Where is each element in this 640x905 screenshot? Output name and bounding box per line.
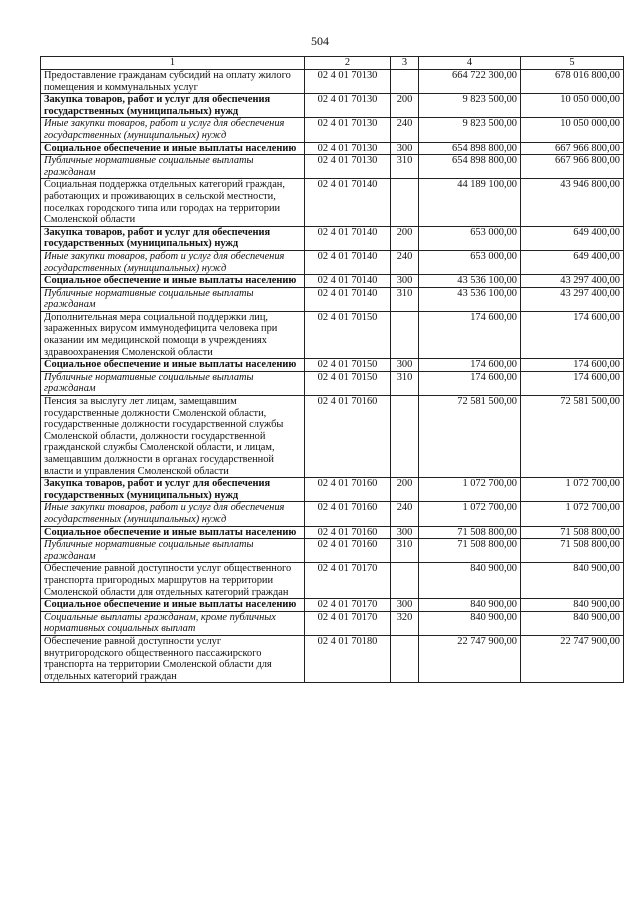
row-kvr-cell: 310 [391, 155, 419, 179]
row-kvr-cell: 300 [391, 275, 419, 288]
row-code-cell: 02 4 01 70130 [305, 70, 391, 94]
row-kvr-cell [391, 635, 419, 682]
row-sum1-cell: 174 600,00 [419, 371, 521, 395]
row-name-cell: Социальное обеспечение и иные выплаты населению [41, 275, 305, 288]
row-name-cell: Пенсия за выслугу лет лицам, замещавшим государственные должности Смоленской области, государственные должности государственной службы Смоленской области, должности государственной гражданской службы Смоленской области, и лицам, замещавшим должности в органах государственной власти и управления Смоленской области [41, 396, 305, 478]
row-kvr-cell: 200 [391, 226, 419, 250]
row-sum1-cell: 654 898 800,00 [419, 142, 521, 155]
row-sum1-cell: 44 189 100,00 [419, 179, 521, 226]
row-kvr-cell: 240 [391, 118, 419, 142]
row-name-cell: Социальное обеспечение и иные выплаты населению [41, 599, 305, 612]
row-kvr-cell: 300 [391, 142, 419, 155]
row-code-cell: 02 4 01 70140 [305, 275, 391, 288]
table-row [41, 311, 624, 358]
row-kvr-cell: 240 [391, 250, 419, 274]
row-sum2-cell: 1 072 700,00 [521, 478, 624, 502]
row-sum2-cell: 43 297 400,00 [521, 275, 624, 288]
row-sum2-cell: 667 966 800,00 [521, 155, 624, 179]
table-row [41, 287, 624, 311]
row-kvr-cell: 310 [391, 287, 419, 311]
row-name-cell: Иные закупки товаров, работ и услуг для обеспечения государственных (муниципальных) нужд [41, 250, 305, 274]
row-sum2-cell: 43 297 400,00 [521, 287, 624, 311]
row-name-cell: Закупка товаров, работ и услуг для обеспечения государственных (муниципальных) нужд [41, 478, 305, 502]
row-name-cell: Иные закупки товаров, работ и услуг для обеспечения государственных (муниципальных) нужд [41, 502, 305, 526]
row-sum2-cell: 43 946 800,00 [521, 179, 624, 226]
row-name-cell: Социальное обеспечение и иные выплаты населению [41, 526, 305, 539]
header-cell-sum2: 5 [521, 57, 624, 70]
row-sum1-cell: 43 536 100,00 [419, 287, 521, 311]
row-sum1-cell: 654 898 800,00 [419, 155, 521, 179]
row-sum1-cell: 1 072 700,00 [419, 502, 521, 526]
table-row [41, 142, 624, 155]
table-row [41, 478, 624, 502]
row-code-cell: 02 4 01 70150 [305, 311, 391, 358]
row-code-cell: 02 4 01 70170 [305, 599, 391, 612]
table-row [41, 611, 624, 635]
row-sum2-cell: 667 966 800,00 [521, 142, 624, 155]
table-row [41, 599, 624, 612]
row-code-cell: 02 4 01 70140 [305, 250, 391, 274]
row-code-cell: 02 4 01 70130 [305, 155, 391, 179]
row-sum2-cell: 71 508 800,00 [521, 539, 624, 563]
table-row [41, 155, 624, 179]
table-row [41, 226, 624, 250]
table-row [41, 118, 624, 142]
row-code-cell: 02 4 01 70160 [305, 396, 391, 478]
row-sum1-cell: 174 600,00 [419, 311, 521, 358]
table-row [41, 70, 624, 94]
row-kvr-cell: 310 [391, 539, 419, 563]
row-sum2-cell: 10 050 000,00 [521, 118, 624, 142]
row-code-cell: 02 4 01 70140 [305, 287, 391, 311]
row-name-cell: Социальная поддержка отдельных категорий граждан, работающих и проживающих в сельской местности, поселках городского типа или городах на территории Смоленской области [41, 179, 305, 226]
row-name-cell: Публичные нормативные социальные выплаты гражданам [41, 287, 305, 311]
row-kvr-cell: 300 [391, 359, 419, 372]
table-row [41, 179, 624, 226]
row-kvr-cell [391, 396, 419, 478]
row-sum2-cell: 1 072 700,00 [521, 502, 624, 526]
row-sum2-cell: 72 581 500,00 [521, 396, 624, 478]
header-cell-name: 1 [41, 57, 305, 70]
header-cell-sum1: 4 [419, 57, 521, 70]
row-code-cell: 02 4 01 70170 [305, 611, 391, 635]
row-name-cell: Социальное обеспечение и иные выплаты населению [41, 142, 305, 155]
row-code-cell: 02 4 01 70160 [305, 539, 391, 563]
table-body [41, 70, 624, 683]
row-sum2-cell: 174 600,00 [521, 359, 624, 372]
table-row [41, 526, 624, 539]
row-kvr-cell: 200 [391, 478, 419, 502]
row-sum1-cell: 9 823 500,00 [419, 118, 521, 142]
row-sum2-cell: 678 016 800,00 [521, 70, 624, 94]
table-row [41, 635, 624, 682]
row-kvr-cell: 320 [391, 611, 419, 635]
row-code-cell: 02 4 01 70130 [305, 142, 391, 155]
row-sum2-cell: 10 050 000,00 [521, 94, 624, 118]
row-code-cell: 02 4 01 70140 [305, 226, 391, 250]
row-name-cell: Закупка товаров, работ и услуг для обеспечения государственных (муниципальных) нужд [41, 94, 305, 118]
row-name-cell: Дополнительная мера социальной поддержки лиц, зараженных вирусом иммунодефицита человека при оказании им медицинской помощи в учреждениях здравоохранения Смоленской области [41, 311, 305, 358]
row-code-cell: 02 4 01 70150 [305, 359, 391, 372]
header-cell-code: 2 [305, 57, 391, 70]
table-row [41, 371, 624, 395]
row-name-cell: Закупка товаров, работ и услуг для обеспечения государственных (муниципальных) нужд [41, 226, 305, 250]
row-name-cell: Публичные нормативные социальные выплаты гражданам [41, 371, 305, 395]
row-sum2-cell: 174 600,00 [521, 311, 624, 358]
row-kvr-cell: 300 [391, 599, 419, 612]
row-sum2-cell: 22 747 900,00 [521, 635, 624, 682]
row-sum2-cell: 840 900,00 [521, 599, 624, 612]
row-code-cell: 02 4 01 70160 [305, 502, 391, 526]
row-code-cell: 02 4 01 70130 [305, 94, 391, 118]
row-sum2-cell: 174 600,00 [521, 371, 624, 395]
table-row [41, 539, 624, 563]
row-sum2-cell: 649 400,00 [521, 226, 624, 250]
row-sum1-cell: 9 823 500,00 [419, 94, 521, 118]
row-sum1-cell: 664 722 300,00 [419, 70, 521, 94]
table-row [41, 396, 624, 478]
row-kvr-cell [391, 311, 419, 358]
row-sum1-cell: 840 900,00 [419, 563, 521, 599]
row-kvr-cell: 300 [391, 526, 419, 539]
row-name-cell: Публичные нормативные социальные выплаты гражданам [41, 539, 305, 563]
row-sum1-cell: 1 072 700,00 [419, 478, 521, 502]
header-row [41, 57, 624, 70]
row-code-cell: 02 4 01 70160 [305, 526, 391, 539]
row-name-cell: Публичные нормативные социальные выплаты гражданам [41, 155, 305, 179]
row-name-cell: Обеспечение равной доступности услуг внутригородского общественного пассажирского транспорта на территории Смоленской области для отдельных категорий граждан [41, 635, 305, 682]
table-row [41, 563, 624, 599]
row-kvr-cell [391, 70, 419, 94]
row-sum1-cell: 840 900,00 [419, 611, 521, 635]
row-kvr-cell: 200 [391, 94, 419, 118]
row-sum1-cell: 840 900,00 [419, 599, 521, 612]
row-code-cell: 02 4 01 70160 [305, 478, 391, 502]
budget-table [40, 56, 624, 683]
row-code-cell: 02 4 01 70170 [305, 563, 391, 599]
table-row [41, 359, 624, 372]
row-kvr-cell: 310 [391, 371, 419, 395]
row-sum2-cell: 840 900,00 [521, 563, 624, 599]
row-code-cell: 02 4 01 70150 [305, 371, 391, 395]
row-name-cell: Обеспечение равной доступности услуг общественного транспорта пригородных маршрутов на территории Смоленской области для отдельных категорий граждан [41, 563, 305, 599]
row-name-cell: Социальные выплаты гражданам, кроме публичных нормативных социальных выплат [41, 611, 305, 635]
row-sum2-cell: 71 508 800,00 [521, 526, 624, 539]
row-sum2-cell: 840 900,00 [521, 611, 624, 635]
row-kvr-cell [391, 563, 419, 599]
page-number: 504 [311, 34, 329, 48]
row-sum1-cell: 22 747 900,00 [419, 635, 521, 682]
row-code-cell: 02 4 01 70140 [305, 179, 391, 226]
row-name-cell: Предоставление гражданам субсидий на оплату жилого помещения и коммунальных услуг [41, 70, 305, 94]
row-sum1-cell: 71 508 800,00 [419, 539, 521, 563]
row-name-cell: Социальное обеспечение и иные выплаты населению [41, 359, 305, 372]
row-name-cell: Иные закупки товаров, работ и услуг для обеспечения государственных (муниципальных) нужд [41, 118, 305, 142]
row-sum1-cell: 72 581 500,00 [419, 396, 521, 478]
table-row [41, 502, 624, 526]
table-row [41, 94, 624, 118]
row-sum1-cell: 174 600,00 [419, 359, 521, 372]
row-sum2-cell: 649 400,00 [521, 250, 624, 274]
row-code-cell: 02 4 01 70180 [305, 635, 391, 682]
row-sum1-cell: 71 508 800,00 [419, 526, 521, 539]
header-cell-kvr: 3 [391, 57, 419, 70]
row-sum1-cell: 43 536 100,00 [419, 275, 521, 288]
row-sum1-cell: 653 000,00 [419, 250, 521, 274]
row-kvr-cell [391, 179, 419, 226]
table-row [41, 275, 624, 288]
table-row [41, 250, 624, 274]
row-code-cell: 02 4 01 70130 [305, 118, 391, 142]
row-sum1-cell: 653 000,00 [419, 226, 521, 250]
row-kvr-cell: 240 [391, 502, 419, 526]
